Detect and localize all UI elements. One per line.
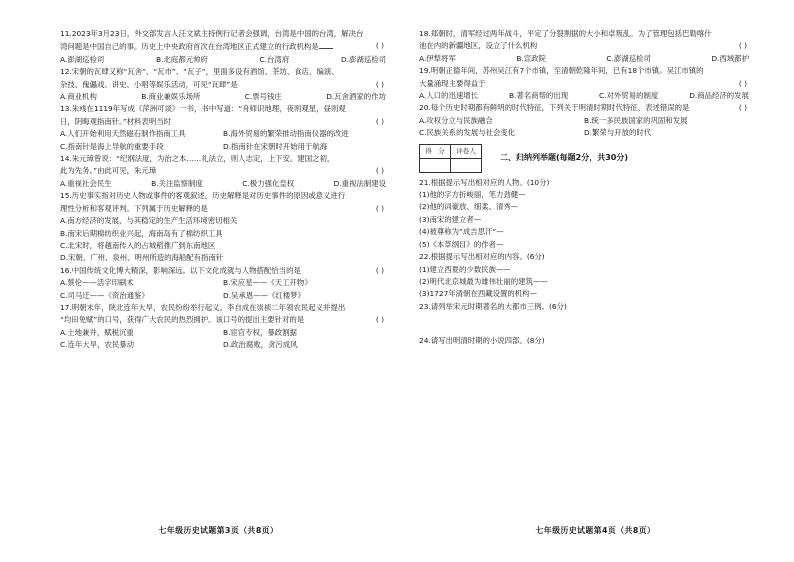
- question-17: [60, 302, 386, 352]
- q20-option-d[interactable]: D.繁荣与开放的时代: [584, 128, 652, 138]
- q11-line2: 湾问题是中国自己的事。历史上中央政府首次在台湾地区正式建立的行政机构是: [60, 42, 319, 52]
- q19-line1: 19.明朝正德年间，苏州吴江有7个市镇，至清朝乾隆年间，已有18个市镇。吴江市镇的: [419, 66, 704, 76]
- grader-cell[interactable]: [451, 158, 482, 172]
- q18-line1: 18.郑朝时，清军经过两年战斗，平定了分裂割据的大小和卓叛乱。为了管理包括巴勒喀什: [419, 29, 712, 38]
- q19-option-c[interactable]: C.对外贸易的制度: [599, 91, 659, 101]
- q14-option-c[interactable]: C.极力强化皇权: [242, 178, 295, 188]
- q12-line1: 12.宋朝的瓦肆又称“瓦舍”、“瓦市”、“瓦子”，里面多设有酒馆、茶坊、食店、编演、: [60, 67, 339, 77]
- q17-option-b[interactable]: B.宦官专权，暴政割据: [223, 327, 297, 337]
- q15-option-a[interactable]: A.南方经济的发展，与其稳定的生产生活环境密切相关: [60, 216, 238, 226]
- section-title: 二、归纳列举题(每题2分，共30分): [500, 152, 629, 162]
- answer-paren: ( ): [375, 265, 384, 275]
- grader-label: 评卷人: [451, 144, 482, 158]
- q17-option-c[interactable]: C.连年大旱，农民暴动: [60, 340, 135, 350]
- q21-item-3[interactable]: (3)南宋的建立者—: [419, 214, 482, 224]
- q24-stem: 24.请写出明清时期的小说四部。(8分): [419, 336, 545, 346]
- q16-option-c[interactable]: C.司马迁——《资治通鉴》: [60, 290, 149, 300]
- answer-paren: ( ): [738, 41, 747, 51]
- q16-option-a[interactable]: A.蔡伦——活字印刷术: [60, 278, 134, 288]
- q19-option-a[interactable]: A.人口的迅速增长: [419, 91, 479, 101]
- q11-option-a[interactable]: A.澎湖巡检司: [60, 54, 105, 64]
- right-column: [419, 28, 749, 362]
- q12-option-b[interactable]: B.商业兼娱乐场所: [141, 92, 201, 102]
- q18-option-a[interactable]: A.伊犁将军: [419, 53, 456, 63]
- q13-option-b[interactable]: B.海外贸易的繁荣推动指南仪器的改进: [223, 129, 349, 139]
- q23-stem: 23.请列举宋元时期著名的大都市三例。(6分): [419, 301, 567, 311]
- page-footer-4: 七年级历史试题第4页（共8页）: [535, 526, 656, 535]
- q11-option-c[interactable]: C.台湾府: [259, 54, 290, 64]
- q19-options: [419, 90, 749, 102]
- q22-item-2[interactable]: (2)明代北京城最为雄伟壮丽的建筑——: [419, 276, 548, 286]
- q22-item-3[interactable]: (3)1727年清朝在西藏设置的机构—: [419, 289, 537, 299]
- q21-item-2[interactable]: (2)他的词豪放、细柔、清秀—: [419, 202, 519, 212]
- q18-line2: 池在内的新疆地区，设立了什么机构: [419, 41, 538, 51]
- q11-options: [60, 54, 386, 66]
- q15-option-d[interactable]: D.宋朝，广州、泉州、明州所造的海船配有指南针: [60, 253, 224, 263]
- score-cell[interactable]: [420, 158, 451, 172]
- q12-option-a[interactable]: A.商业机构: [60, 92, 97, 102]
- q20-line1: 20.每个历史时期都有鲜明的时代特征，下列关于明清时期时代特征，表述错误的是: [419, 103, 690, 113]
- q16-option-d[interactable]: D.吴承恩——《红楼梦》: [223, 290, 305, 300]
- q17-line1: 17.明朝末年，陕北连年大旱，农民纷纷举行起义。李自成在崇祯二年领农民起义并提出: [60, 302, 346, 312]
- q11-line1: 11.2023年3月23日，外交部发言人汪文斌主持例行记者会强调，台湾是中国的台湾，解决台: [60, 29, 364, 38]
- answer-blank: [319, 40, 333, 49]
- q14-line2: 此为先务。”由此可见，朱元璋: [60, 166, 157, 176]
- q16-line1: 16.中国传统文化博大精深，影响深远。以下文化成就与人物搭配恰当的是: [60, 265, 301, 275]
- q15-option-b[interactable]: B.南宋后期棉纺织业兴起，海南岛有了棉纺织工具: [60, 228, 223, 238]
- q13-line1: 13.朱彧在1119年写成《萍洲可谈》一书，书中写道：“舟师识地理，夜则观星，昼则观: [60, 104, 346, 114]
- question-23: [419, 301, 749, 335]
- answer-paren: ( ): [375, 315, 384, 325]
- question-14: [60, 153, 386, 190]
- q18-option-c[interactable]: C.澎湖巡检司: [606, 53, 651, 63]
- q21-item-5[interactable]: (5)《本草纲目》的作者—: [419, 239, 504, 249]
- answer-paren: ( ): [375, 203, 384, 213]
- question-18: [419, 28, 749, 65]
- q12-options: [60, 91, 386, 103]
- q22-stem: 22.根据提示写出相对应的内容。(6分): [419, 252, 545, 262]
- q21-stem: 21.根据提示写出相对应的人物。(10分): [419, 177, 550, 187]
- score-label: 得 分: [420, 144, 451, 158]
- q14-option-d[interactable]: D.重视法制建设: [333, 178, 386, 188]
- q21-item-1[interactable]: (1)他的字方折峻丽，笔力劲健—: [419, 190, 526, 200]
- q18-option-b[interactable]: B.宣政院: [516, 53, 546, 63]
- question-15: [60, 190, 386, 264]
- q12-option-d[interactable]: D.瓦舍酒家的作坊: [326, 92, 386, 102]
- question-16: [60, 265, 386, 302]
- answer-paren: ( ): [738, 103, 747, 113]
- question-11: [60, 28, 386, 66]
- q11-option-d[interactable]: D.澎湖巡检司: [340, 54, 386, 64]
- question-21: [419, 177, 749, 251]
- question-13: [60, 103, 386, 153]
- q13-option-a[interactable]: A.人们开始利用天然磁石制作指南工具: [60, 129, 186, 139]
- question-20: [419, 102, 749, 139]
- q15-line1: 15.历史事实指对历史人物或事件的客观叙述，历史解释是对历史事件的原因或意义进行: [60, 191, 346, 201]
- q17-option-a[interactable]: A.土地兼并，赋税沉重: [60, 327, 134, 337]
- exam-page-4: [397, 0, 794, 562]
- q15-option-c[interactable]: C.北宋时，将越南传入的占城稻推广到东南地区: [60, 240, 216, 250]
- page-footer-3: 七年级历史试题第3页（共8页）: [158, 526, 279, 535]
- q11-option-b[interactable]: B.北庭都元帅府: [156, 54, 208, 64]
- q12-line2: 杂技、傀儡戏、讲史、小唱等娱乐活动，可见“瓦肆”是: [60, 79, 238, 89]
- left-column: [60, 28, 386, 352]
- q13-line2: 日，阴晦观指南针。”材料表明当时: [60, 116, 171, 126]
- q20-option-a[interactable]: A.攻权分立与民族融合: [419, 115, 493, 125]
- q12-option-c[interactable]: C.票号钱庄: [244, 92, 282, 102]
- section-header: [419, 144, 749, 173]
- q13-option-d[interactable]: D.指南针在宋朝时开始用于航海: [223, 141, 328, 151]
- q20-option-c[interactable]: C.民族关系的发展与社会变化: [419, 128, 516, 138]
- q13-option-c[interactable]: C.指南针是海上导航的重要手段: [60, 141, 164, 151]
- answer-paren: ( ): [375, 41, 384, 51]
- question-12: [60, 66, 386, 103]
- q19-option-b[interactable]: B.著名商帮的出现: [508, 91, 569, 101]
- q21-item-4[interactable]: (4)被尊称为“成吉思汗”—: [419, 227, 504, 237]
- question-22: [419, 251, 749, 301]
- answer-paren: ( ): [375, 79, 384, 89]
- answer-paren: ( ): [375, 166, 384, 176]
- answer-space[interactable]: [419, 313, 749, 335]
- q14-option-b[interactable]: B.关注监察制度: [151, 178, 203, 188]
- q19-option-d[interactable]: D.商品经济的发展: [689, 91, 749, 101]
- question-19: [419, 65, 749, 102]
- q16-option-b[interactable]: B.宋应星——《天工开物》: [223, 278, 312, 288]
- answer-paren: ( ): [738, 78, 747, 88]
- score-box: [419, 144, 482, 173]
- q15-line2: 理性分析和客观评判。下列属于历史解释的是: [60, 203, 208, 213]
- q22-item-1[interactable]: (1)建立西夏的少数民族——: [419, 264, 511, 274]
- q19-line2: 大量涌现主要得益于: [419, 78, 486, 88]
- q18-options: [419, 53, 749, 65]
- q17-line2: “均田免赋”的口号，获得广大农民的热烈拥护。该口号的提出主要针对的是: [60, 315, 305, 325]
- question-24: [419, 335, 749, 361]
- answer-paren: ( ): [375, 116, 384, 126]
- q17-option-d[interactable]: D.政治腐败，贪污成风: [223, 340, 298, 350]
- q20-option-b[interactable]: B.统一多民族国家的巩固和发展: [584, 115, 688, 125]
- q14-option-a[interactable]: A.重视社会民生: [60, 178, 112, 188]
- q14-line1: 14.朱元璋曾说：“纪纲法度，为治之本……礼法立，则人志定，上下安。建国之初，: [60, 154, 335, 164]
- answer-space[interactable]: [419, 348, 749, 362]
- q14-options: [60, 178, 386, 190]
- q18-option-d[interactable]: D.西域都护: [711, 53, 749, 63]
